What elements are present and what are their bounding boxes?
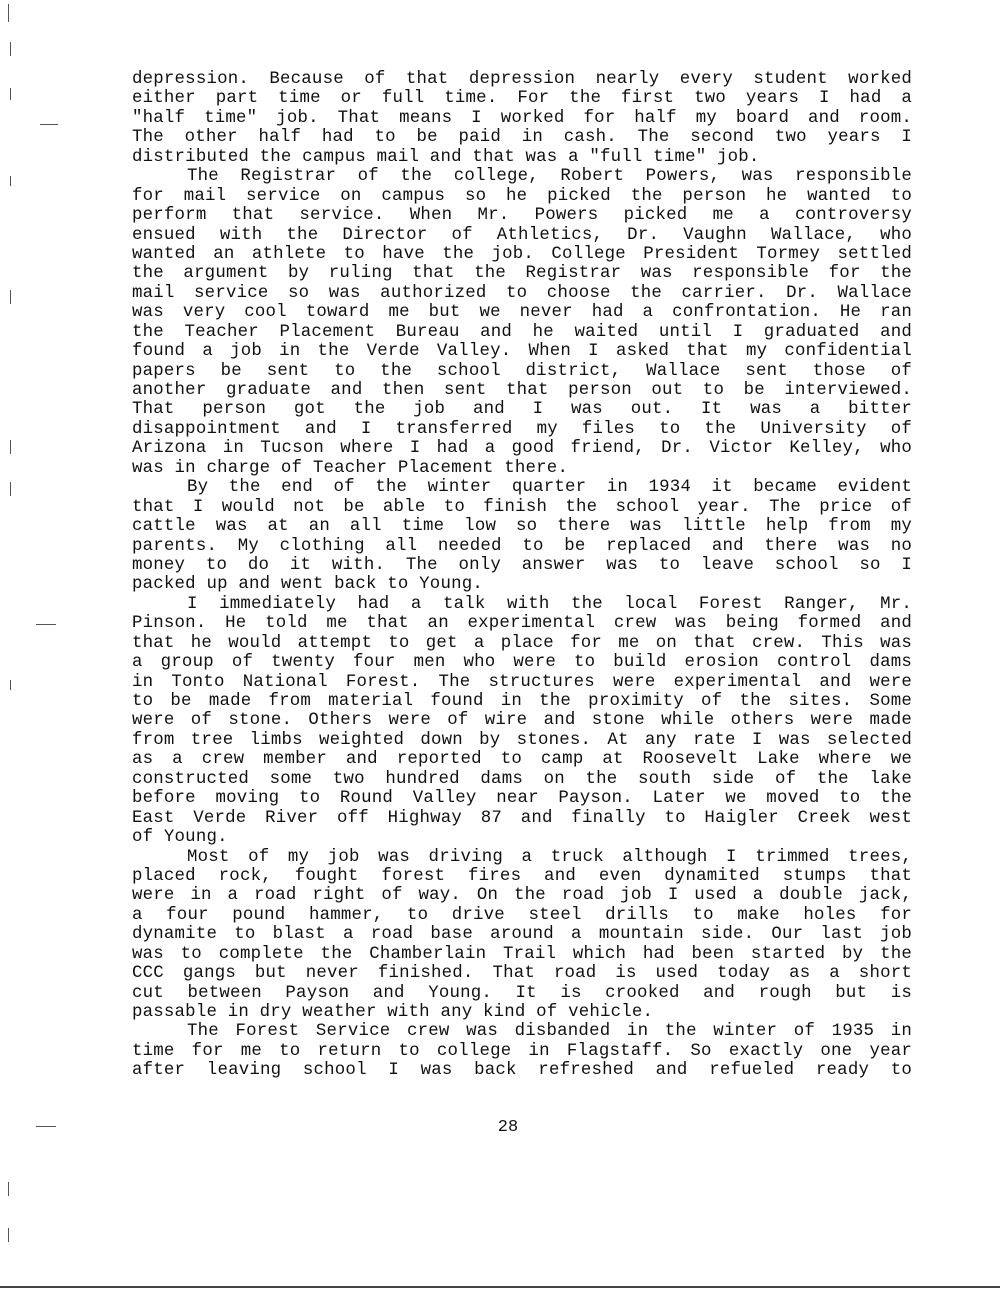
text-line: of Young.	[132, 828, 228, 848]
text-line: parents. My clothing all needed to be replaced and there was no	[132, 536, 912, 556]
text-line: The Forest Service crew was disbanded in the winter of 1935 in	[187, 1022, 912, 1042]
margin-mark	[10, 440, 11, 454]
text-line: a group of twenty four men who were to build erosion control dams	[132, 653, 912, 673]
text-line: a four pound hammer, to drive steel drills to make holes for	[132, 905, 912, 925]
margin-mark	[36, 624, 56, 625]
text-line: the argument by ruling that the Registrar was responsible for the	[132, 264, 912, 284]
text-line: ensued with the Director of Athletics, Dr. Vaughn Wallace, who	[132, 225, 912, 245]
text-line: packed up and went back to Young.	[132, 575, 483, 595]
text-line: cut between Payson and Young. It is crooked and rough but is	[132, 983, 912, 1003]
text-line: to be made from material found in the proximity of the sites. Some	[132, 692, 912, 711]
body-text	[132, 70, 912, 1081]
text-line: Most of my job was driving a truck although I trimmed trees,	[187, 847, 912, 867]
margin-mark	[8, 1182, 9, 1196]
margin-mark	[8, 4, 9, 22]
text-line: either part time or full time. For the first two years I had a	[132, 89, 912, 109]
text-line: The Registrar of the college, Robert Powers, was responsible	[187, 167, 912, 187]
margin-mark	[10, 88, 11, 100]
text-line: By the end of the winter quarter in 1934 it became evident	[187, 478, 912, 498]
text-line: depression. Because of that depression nearly every student worked	[132, 70, 912, 89]
text-line: Arizona in Tucson where I had a good friend, Dr. Victor Kelley, who	[132, 439, 912, 459]
text-line: that he would attempt to get a place for me on that crew. This was	[132, 633, 912, 653]
text-line: Pinson. He told me that an experimental crew was being formed and	[132, 614, 912, 634]
text-line: before moving to Round Valley near Payson. Later we moved to the	[132, 789, 912, 809]
margin-mark	[10, 680, 11, 690]
text-line: wanted an athlete to have the job. College President Tormey settled	[132, 244, 912, 264]
text-line: passable in dry weather with any kind of vehicle.	[132, 1003, 654, 1022]
margin-mark	[36, 1126, 56, 1127]
text-line: disappointment and I transferred my files to the University of	[132, 419, 912, 439]
margin-mark	[10, 176, 11, 186]
text-line: That person got the job and I was out. It was a bitter	[132, 400, 912, 420]
text-line: time for me to return to college in Flagstaff. So exactly one year	[132, 1041, 912, 1061]
margin-mark	[10, 290, 11, 304]
text-line: mail service so was authorized to choose the carrier. Dr. Wallace	[132, 283, 912, 303]
text-line: was very cool toward me but we never had a confrontation. He ran	[132, 303, 912, 323]
text-line: as a crew member and reported to camp at Roosevelt Lake where we	[132, 750, 912, 770]
text-line: perform that service. When Mr. Powers picked me a controversy	[132, 206, 912, 226]
text-line: for mail service on campus so he picked the person he wanted to	[132, 186, 912, 206]
text-line: was in charge of Teacher Placement there.	[132, 458, 569, 478]
text-line: I immediately had a talk with the local Forest Ranger, Mr.	[187, 594, 912, 614]
text-line: the Teacher Placement Bureau and he waited until I graduated and	[132, 322, 912, 342]
page-number: 28	[497, 1118, 519, 1137]
text-line: from tree limbs weighted down by stones. At any rate I was selected	[132, 730, 912, 750]
text-line: East Verde River off Highway 87 and finally to Haigler Creek west	[132, 808, 912, 828]
text-line: in Tonto National Forest. The structures were experimental and were	[132, 672, 912, 692]
text-line: CCC gangs but never finished. That road is used today as a short	[132, 964, 912, 984]
text-line: distributed the campus mail and that was a "full time" job.	[132, 147, 760, 167]
text-line: were of stone. Others were of wire and stone while others were made	[132, 711, 912, 731]
text-line: found a job in the Verde Valley. When I asked that my confidential	[132, 342, 912, 362]
margin-mark	[8, 1228, 9, 1242]
text-line: dynamite to blast a road base around a mountain side. Our last job	[132, 925, 912, 945]
text-line: constructed some two hundred dams on the south side of the lake	[132, 769, 912, 789]
text-line: money to do it with. The only answer was to leave school so I	[132, 555, 912, 575]
bottom-edge-line	[0, 1286, 1000, 1288]
text-line: papers be sent to the school district, Wallace sent those of	[132, 361, 912, 381]
text-line: was to complete the Chamberlain Trail which had been started by the	[132, 944, 912, 964]
text-line: "half time" job. That means I worked for half my board and room.	[132, 108, 912, 128]
text-line: The other half had to be paid in cash. The second two years I	[132, 128, 912, 148]
text-line: were in a road right of way. On the road job I used a double jack,	[132, 886, 912, 906]
text-line: that I would not be able to finish the school year. The price of	[132, 497, 912, 517]
margin-mark	[10, 42, 11, 56]
text-line: another graduate and then sent that person out to be interviewed.	[132, 381, 912, 400]
text-line: after leaving school I was back refreshed and refueled ready to	[132, 1061, 912, 1081]
margin-mark	[40, 124, 58, 125]
text-line: cattle was at an all time low so there was little help from my	[132, 517, 912, 537]
text-line: placed rock, fought forest fires and even dynamited stumps that	[132, 866, 912, 886]
margin-mark	[10, 482, 11, 496]
